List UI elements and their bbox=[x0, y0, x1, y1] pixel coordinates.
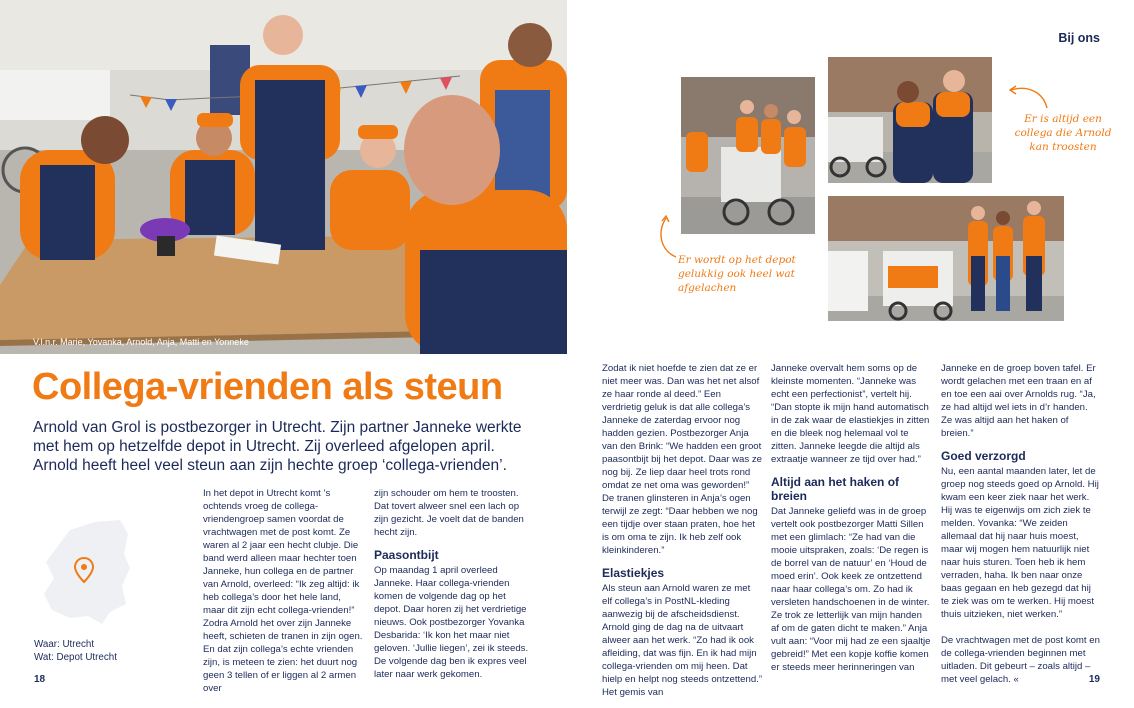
hero-photo bbox=[0, 0, 567, 354]
curved-arrow-icon bbox=[654, 212, 684, 262]
page-number-right: 19 bbox=[1088, 674, 1100, 685]
paragraph: In het depot in Utrecht komt ’s ochtends vroeg de collega-vriendengroep samen voordat de vrachtwagen met de post komt. Ze waren al 2 jaar een hecht clubje. Die band werd alleen maar hechter toen Janneke, hun collega en de partner van Arnold, overleed: “Ik zeg altijd: ik heb collega’s door het hele land, maar dit zijn echt collega-vrienden!” Zodra Arnold het over zijn Janneke heeft, schieten de tranen in zijn ogen. En dat zijn collega’s echte vrienden zijn, is meteen te zien: het duurt nog geen 3 tellen of er liggen al 2 armen over bbox=[203, 488, 363, 694]
note-laughing: Er wordt op het depot gelukkig ook heel wat afgelachen bbox=[678, 254, 796, 294]
paragraph: Nu, een aantal maanden later, let de groep nog steeds goed op Arnold. Hij kwam een keer ziek naar het werk. Hij was te eigenwijs om zich ziek te melden. Yovanka: “We zeiden allemaal dat hij naar huis moest, maar wij mogen hem natuurlijk niet naar huis sturen. Toen heb ik hem verraden, haha. Ik ben naar onze baas gegaan en heb gezegd dat hij te ziek was om te werken. Hij moest thuis uitzieken, niet werken.” bbox=[941, 466, 1099, 620]
body-column-3 bbox=[602, 362, 762, 699]
paragraph: Zodat ik niet hoefde te zien dat ze er niet meer was. Dan was het net alsof ze haar ronde al deed.” Een verdrietig geluk is dat alle collega’s Janneke de zaterdag ervoor nog hadden gezien. Postbezorger Anja van den Brink: “We hadden een groot paasontbijt bij het depot. Daar was ze nog bij. Ze liep daar heel trots rond omdat ze net oma was geworden!” De tranen glinsteren in Anja’s ogen terwijl ze zegt: “Daar hebben we nog een tijdje over staan praten, hoe het is om oma te zijn. Ik heb zelf ook kleinkinderen.” bbox=[602, 363, 762, 556]
page-number-left: 18 bbox=[34, 674, 46, 685]
subheading-goed-verzorgd: Goed verzorgd bbox=[941, 449, 1026, 463]
depot-photo-comfort-illustration bbox=[828, 57, 992, 183]
location-where: Waar: Utrecht bbox=[34, 639, 95, 650]
depot-photo-comfort bbox=[828, 57, 992, 183]
hero-caption: V.l.n.r. Marie, Yovanka, Arnold, Anja, Matti en Yonneke bbox=[33, 337, 249, 347]
body-column-4 bbox=[771, 362, 931, 674]
paragraph: Als steun aan Arnold waren ze met elf collega’s in PostNL-kleding aanwezig bij de afscheidsdienst. Arnold ging de dag na de uitvaart alweer aan het werk. “Zo had ik ook afleiding, dat was fijn. En ik had mijn collega-vrienden om mij heen. Dat hielp en helpt nog steeds ontzettend.” Het gemis van bbox=[602, 583, 763, 698]
article-title: Collega-vrienden als steun bbox=[32, 366, 503, 408]
depot-photo-carts-illustration bbox=[828, 196, 1064, 321]
note-comfort: Er is altijd een collega die Arnold kan troosten bbox=[1014, 113, 1112, 153]
subheading-paasontbijt: Paasontbijt bbox=[374, 548, 439, 562]
article-intro: Arnold van Grol is postbezorger in Utrecht. Zijn partner Janneke werkte met hem op hetzelfde depot in Utrecht. Zij overleed afgelopen april. Arnold heeft heel veel steun aan zijn hechte groep ‘collega-vrienden’. bbox=[33, 419, 522, 474]
paragraph: zijn schouder om hem te troosten. Dat tovert alweer snel een lach op zijn gezicht. Je voelt dat de banden hecht zijn. bbox=[374, 488, 524, 538]
paragraph: De vrachtwagen met de post komt en de collega-vrienden beginnen met uitladen. Dit gebeurt – zoals altijd – met veel gelach. « bbox=[941, 635, 1100, 685]
paragraph: Dat Janneke geliefd was in de groep vertelt ook postbezorger Matti Sillen met een glimlach: “Ze had van die mooie uitspraken, zoals: ‘De regen is de borrel van de natuur’ en ‘Houd de moed erin’. Ook keek ze ontzettend naar haar collega’s om. Zo had ik versleten handschoenen in de winter. Ze trok ze letterlijk van mijn handen af om de gaten dicht te maken.” Anja vult aan: “Voor mij had ze een sjaaltje gebreid!” Met een kopje koffie komen er steeds meer herinneringen van bbox=[771, 506, 931, 673]
location-info bbox=[34, 638, 117, 664]
depot-photo-laughing-illustration bbox=[681, 77, 815, 234]
paragraph: Janneke overvalt hem soms op de kleinste momenten. “Janneke was echt een perfectionist”, vertelt hij. “Dan stopte ik mijn hand automatisch in de zak waar de elastiekjes in zitten en die bleek nog helemaal vol te zitten. Janneke leegde die altijd als extraatje wanneer ze tijd over had.” bbox=[771, 363, 930, 465]
body-column-1 bbox=[203, 487, 363, 695]
section-label: Bij ons bbox=[1058, 31, 1100, 45]
body-column-5 bbox=[941, 362, 1101, 686]
body-column-2 bbox=[374, 487, 534, 681]
subheading-elastiekjes: Elastiekjes bbox=[602, 566, 665, 580]
depot-photo-carts bbox=[828, 196, 1064, 321]
hero-photo-illustration bbox=[0, 0, 567, 354]
depot-photo-laughing bbox=[681, 77, 815, 234]
netherlands-map-icon bbox=[40, 516, 132, 626]
paragraph: Janneke en de groep boven tafel. Er wordt gelachen met een traan en af en toe een aai over Arnolds rug. “Ja, ze had altijd wel iets in d’r handen. Ze was altijd aan het haken of breien.” bbox=[941, 363, 1096, 439]
location-what: Wat: Depot Utrecht bbox=[34, 652, 117, 663]
paragraph: Op maandag 1 april overleed Janneke. Haar collega-vrienden komen de volgende dag op het depot. Daar horen zij het verdrietige nieuws. Ook postbezorger Yovanka Desbarida: ‘Ik kon het maar niet geloven. ‘Jullie liegen’, zei ik steeds. De volgende dag ben ik expres veel later naar werk gekomen. bbox=[374, 565, 529, 680]
subheading-haken-breien: Altijd aan het haken of breien bbox=[771, 475, 900, 503]
curved-arrow-icon bbox=[1003, 82, 1053, 112]
